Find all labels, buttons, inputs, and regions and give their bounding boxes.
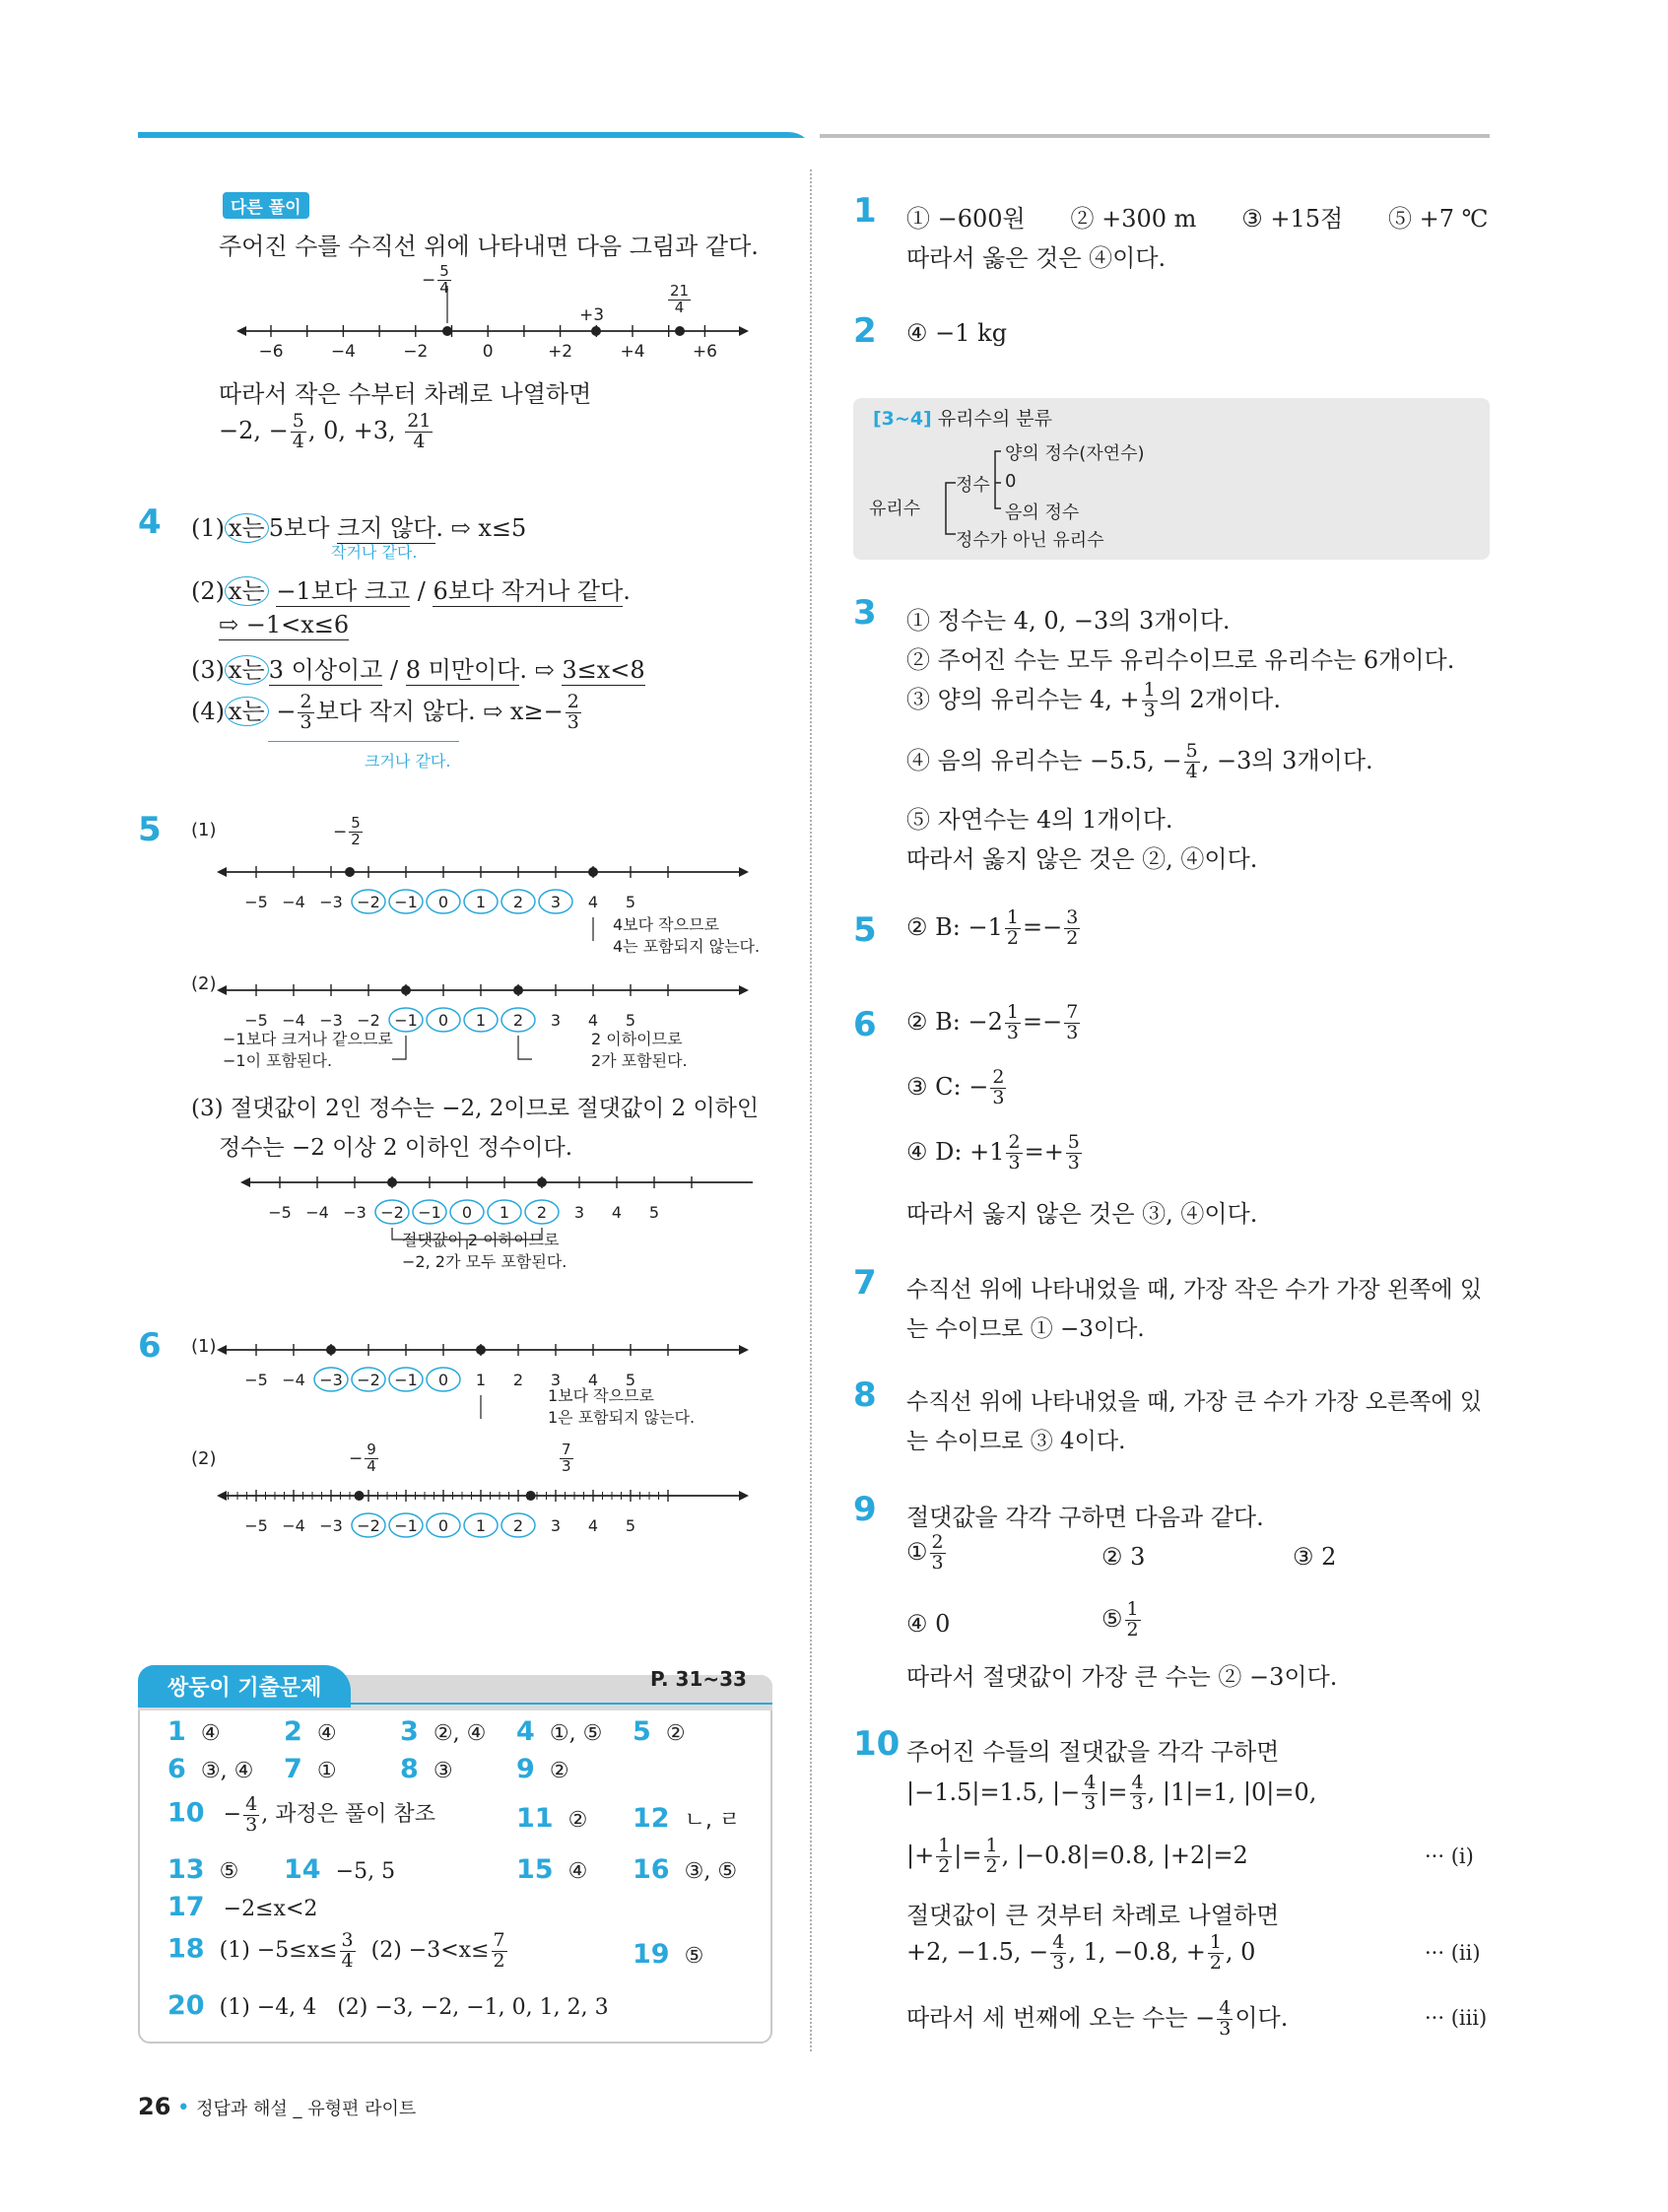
r3-line-5: ⑤ 자연수는 4의 1개이다.	[906, 806, 1173, 834]
nl-tick-label: 0	[437, 893, 449, 911]
answer-2: 2 ④	[284, 1716, 337, 1747]
answer-7: 7 ①	[284, 1754, 337, 1784]
answer-14: 14 −5, 5	[284, 1854, 396, 1885]
nl-point	[345, 867, 355, 877]
nl-tick-label: 3	[550, 1011, 562, 1030]
nl-tick-label: −1	[394, 893, 418, 911]
nl-point	[326, 1345, 336, 1355]
r6-line-2: ③ C: − $\frac{2}{3}$	[906, 1066, 1005, 1108]
nl-tick-label: 1	[475, 1371, 487, 1389]
nl-top-label-214: $\frac{21}{4}$	[670, 282, 690, 316]
r3-line-2: ② 주어진 수는 모두 유리수이므로 유리수는 6개이다.	[906, 646, 1455, 674]
nl-tick-label: 5	[648, 1203, 660, 1222]
nl-tick-label: 0	[461, 1203, 473, 1222]
nl-tick-label: −2	[357, 1516, 380, 1535]
nl-tick-label: 3	[550, 1516, 562, 1535]
r9-choice-2: ② 3	[1101, 1543, 1146, 1571]
r6-line-3: ④ D: +1 $\frac{2}{3}$ =+ $\frac{5}{3}$	[906, 1131, 1080, 1173]
nl-tick-label: −3	[319, 1516, 343, 1535]
answer-18: 18 (1) −5≤x≤ $\frac{3}{4}$ (2) −3<x≤ $\frac{7}{2}$	[167, 1929, 505, 1972]
alt-line-2: 따라서 작은 수부터 차례로 나열하면	[219, 380, 592, 408]
nl-point	[537, 1177, 547, 1187]
nl-tick-label: 2	[512, 1371, 524, 1389]
p6-sub-1: (1)	[191, 1336, 217, 1357]
answer-12: 12 ㄴ, ㄹ	[633, 1803, 741, 1834]
r9-choice-5: ⑤ $\frac{1}{2}$	[1101, 1598, 1139, 1641]
cls-pos: 양의 정수(자연수)	[1005, 443, 1145, 464]
r9-line-3: 따라서 절댓값이 가장 큰 수는 ② −3이다.	[906, 1663, 1338, 1691]
answer-3: 3 ②, ④	[400, 1716, 487, 1747]
p6-label-73: $\frac{7}{3}$	[562, 1441, 571, 1475]
r1-line-1: ① −600원 ② +300 m ③ +15점 ⑤ +7 ℃	[906, 205, 1489, 233]
p4-line-5: (4) x는 − $\frac{2}{3}$ 보다 작지 않다. ⇨ x≥− $\frac{2}{3}$	[191, 691, 579, 733]
nl-tick-label: −1	[394, 1371, 418, 1389]
p5-sub-2: (2)	[191, 973, 217, 994]
r1-line-2: 따라서 옳은 것은 ④이다.	[906, 244, 1167, 272]
nl-tick-label: −5	[244, 1011, 268, 1030]
answer-10: 10 − $\frac{4}{3}$ , 과정은 풀이 참조	[167, 1793, 435, 1836]
r3-line-1: ① 정수는 4, 0, −3의 3개이다.	[906, 607, 1231, 635]
p4-line-1: (1) x는 5보다 크지 않다. ⇨ x≤5	[191, 514, 527, 542]
nl-tick-label: −4	[282, 1011, 305, 1030]
p5-note-a: 4보다 작으므로 4는 포함되지 않는다.	[613, 915, 761, 956]
nl-tick-label: −4	[305, 1203, 329, 1222]
r9-choice-4: ④ 0	[906, 1610, 951, 1638]
r-problem-5-number: 5	[853, 910, 877, 950]
alt-line-1: 주어진 수를 수직선 위에 나타내면 다음 그림과 같다.	[219, 233, 759, 260]
twin-box-blue-line	[138, 1703, 772, 1705]
nl-top-label-p3: +3	[579, 305, 605, 325]
r-problem-3-number: 3	[853, 593, 877, 633]
nl-tick-label: 2	[512, 1011, 524, 1030]
r8-line-2: 는 수이므로 ③ 4이다.	[906, 1429, 1126, 1454]
nl-tick-label: −5	[244, 1371, 268, 1389]
p5-note-b: −1보다 크거나 같으므로 −1이 포함된다.	[223, 1030, 393, 1070]
r7-line-2: 는 수이므로 ① −3이다.	[906, 1316, 1145, 1342]
nl-tick-label: 0	[437, 1516, 449, 1535]
cls-nonint: 정수가 아닌 유리수	[956, 530, 1104, 551]
r9-line-1: 절댓값을 각각 구하면 다음과 같다.	[906, 1504, 1264, 1531]
nl-tick-label: 4	[611, 1203, 623, 1222]
answer-16: 16 ③, ⑤	[633, 1854, 738, 1885]
r10-marker-1: ··· (ⅰ)	[1425, 1844, 1474, 1868]
r6-line-1: ② B: −2 $\frac{1}{3}$ =− $\frac{7}{3}$	[906, 1001, 1079, 1043]
p6-note-a: 1보다 작으므로 1은 포함되지 않는다.	[548, 1386, 696, 1427]
nl-tick-label: −2	[403, 342, 429, 362]
nl-tick-label: −2	[380, 1203, 404, 1222]
r2-line-1: ④ −1 kg	[906, 319, 1008, 347]
nl-tick-label: 2	[536, 1203, 548, 1222]
alt-solution-badge: 다른 풀이	[223, 192, 309, 219]
nl-tick-label: −5	[244, 893, 268, 911]
r10-line-6: 따라서 세 번째에 오는 수는 − $\frac{4}{3}$ 이다.	[906, 1997, 1289, 2040]
answer-15: 15 ④	[516, 1854, 588, 1885]
nl-tick-label: 2	[512, 1516, 524, 1535]
r10-line-3: |+ $\frac{1}{2}$ |= $\frac{1}{2}$ , |−0.8|=0.8, |+2|=2	[906, 1835, 1248, 1877]
r-problem-7-number: 7	[853, 1263, 877, 1303]
nl-tick-label: 3	[550, 893, 562, 911]
r5-line-1: ② B: −1 $\frac{1}{2}$ =− $\frac{3}{2}$	[906, 906, 1079, 949]
header-bar	[0, 0, 1668, 138]
p6-label-m94: − $\frac{9}{4}$	[349, 1441, 376, 1475]
p4-line-4: (3) x는 3 이상이고 / 8 미만이다. ⇨ 3≤x<8	[191, 656, 645, 684]
nl-tick-label: −5	[244, 1516, 268, 1535]
r6-line-4: 따라서 옳지 않은 것은 ③, ④이다.	[906, 1200, 1258, 1228]
r3-line-3: ③ 양의 유리수는 4, + $\frac{1}{3}$ 의 2개이다.	[906, 679, 1281, 721]
nl-tick-label: +4	[620, 342, 645, 362]
answer-8: 8 ③	[400, 1754, 453, 1784]
nl-tick-label: 3	[573, 1203, 585, 1222]
p4-note-1: 작거나 같다.	[331, 543, 418, 562]
nl-tick-label: 4	[587, 1516, 599, 1535]
nl-tick-label: −1	[418, 1203, 441, 1222]
nl-tick-label: 5	[625, 1011, 636, 1030]
r-problem-1-number: 1	[853, 191, 877, 231]
nl-tick-label: 2	[512, 893, 524, 911]
r9-choice-1: ① $\frac{2}{3}$	[906, 1531, 944, 1574]
p5-label-m52: − $\frac{5}{2}$	[333, 814, 361, 848]
nl-top-label-m54: − $\frac{5}{4}$	[422, 262, 449, 297]
cls-root: 유리수	[869, 499, 921, 519]
nl-tick-label: −4	[282, 1516, 305, 1535]
r8-line-1: 수직선 위에 나타내었을 때, 가장 큰 수가 가장 오른쪽에 있	[906, 1389, 1483, 1415]
r3-line-6: 따라서 옳지 않은 것은 ②, ④이다.	[906, 845, 1258, 873]
nl-tick-label: −4	[330, 342, 356, 362]
nl-tick-label: −3	[319, 893, 343, 911]
footer: 26 • 정답과 해설 _ 유형편 라이트	[138, 2093, 417, 2120]
r-problem-10-number: 10	[853, 1724, 901, 1764]
nl-point	[476, 1345, 486, 1355]
answer-4: 4 ①, ⑤	[516, 1716, 603, 1747]
r9-choice-3: ③ 2	[1293, 1543, 1337, 1571]
r10-line-2: |−1.5|=1.5, |− $\frac{4}{3}$ |= $\frac{4}{3}$ , |1|=1, |0|=0,	[906, 1772, 1317, 1814]
p4-line-2: (2) x는 −1보다 크고 / 6보다 작거나 같다.	[191, 577, 631, 605]
alt-sequence: −2, − $\frac{5}{4}$ , 0, +3, $\frac{21}{4}$	[219, 410, 432, 452]
nl-tick-label: 4	[587, 1371, 599, 1389]
nl-tick-label: −6	[258, 342, 284, 362]
twin-box-pages: P. 31~33	[650, 1667, 747, 1691]
p4-note-2: 크거나 같다.	[365, 752, 451, 771]
nl-tick-label: 0	[482, 342, 494, 362]
nl-tick-label: −3	[319, 1371, 343, 1389]
answer-6: 6 ③, ④	[167, 1754, 254, 1784]
answer-9: 9 ②	[516, 1754, 569, 1784]
answer-11: 11 ②	[516, 1803, 588, 1834]
cls-zero: 0	[1005, 471, 1017, 492]
r7-line-1: 수직선 위에 나타내었을 때, 가장 작은 수가 가장 왼쪽에 있	[906, 1277, 1483, 1303]
nl-tick-label: 5	[625, 1516, 636, 1535]
p5-sub-1: (1)	[191, 820, 217, 840]
nl-tick-label: −3	[319, 1011, 343, 1030]
problem-4-number: 4	[138, 503, 162, 542]
twin-box-title: 쌍둥이 기출문제	[138, 1665, 351, 1708]
nl-tick-label: −3	[343, 1203, 367, 1222]
nl-tick-label: −2	[357, 893, 380, 911]
column-divider	[810, 169, 812, 2051]
nl-point	[401, 985, 411, 995]
nl-tick-label: 0	[437, 1371, 449, 1389]
problem-6-number: 6	[138, 1326, 162, 1366]
nl-point	[588, 867, 598, 877]
nl-tick-label: 1	[475, 1011, 487, 1030]
nl-tick-label: +2	[548, 342, 573, 362]
nl-tick-label: 4	[587, 1011, 599, 1030]
p5-note-c: 2 이하이므로 2가 포함된다.	[591, 1030, 688, 1070]
number-line-6-2	[217, 1466, 749, 1584]
r10-marker-3: ··· (ⅲ)	[1425, 2006, 1488, 2030]
nl-point	[513, 985, 523, 995]
nl-tick-label: +6	[692, 342, 717, 362]
cls-int: 정수	[956, 475, 990, 496]
r-problem-8-number: 8	[853, 1375, 877, 1415]
p5-note-d: 절댓값이 2 이하이므로 −2, 2가 모두 포함된다.	[402, 1231, 567, 1271]
nl-tick-label: 3	[550, 1371, 562, 1389]
answer-17: 17 −2≤x<2	[167, 1892, 318, 1922]
r10-line-4: 절댓값이 큰 것부터 차례로 나열하면	[906, 1902, 1280, 1929]
nl-tick-label: −1	[394, 1011, 418, 1030]
nl-tick-label: −5	[268, 1203, 292, 1222]
classification-title: [3~4] 유리수의 분류	[873, 408, 1052, 430]
r10-line-1: 주어진 수들의 절댓값을 각각 구하면	[906, 1738, 1280, 1766]
p5-3-line-1: (3) 절댓값이 2인 정수는 −2, 2이므로 절댓값이 2 이하인	[191, 1096, 760, 1121]
nl-tick-label: −1	[394, 1516, 418, 1535]
nl-tick-label: 5	[625, 893, 636, 911]
answer-20: 20 (1) −4, 4 (2) −3, −2, −1, 0, 1, 2, 3	[167, 1990, 609, 2021]
nl-tick-label: 0	[437, 1011, 449, 1030]
p6-sub-2: (2)	[191, 1448, 217, 1469]
nl-tick-label: −4	[282, 893, 305, 911]
page-number: 26	[138, 2093, 171, 2120]
classification-tree	[853, 398, 1490, 560]
cls-neg: 음의 정수	[1005, 503, 1080, 523]
problem-5-number: 5	[138, 810, 162, 849]
nl-tick-label: −4	[282, 1371, 305, 1389]
nl-point	[387, 1177, 397, 1187]
answer-19: 19 ⑤	[633, 1939, 704, 1970]
nl-tick-label: −2	[357, 1371, 380, 1389]
r10-line-5: +2, −1.5, − $\frac{4}{3}$ , 1, −0.8, + $\frac{1}{2}$ , 0	[906, 1931, 1256, 1974]
p4-line-3: ⇨ −1<x≤6	[219, 611, 350, 638]
r-problem-9-number: 9	[853, 1490, 877, 1529]
nl-tick-label: 1	[475, 893, 487, 911]
answer-1: 1 ④	[167, 1716, 221, 1747]
nl-tick-label: 4	[587, 893, 599, 911]
r-problem-2-number: 2	[853, 311, 877, 351]
nl-point	[526, 1491, 536, 1501]
r3-line-4: ④ 음의 유리수는 −5.5, − $\frac{5}{4}$ , −3의 3개이다.	[906, 740, 1373, 782]
nl-tick-label: 1	[499, 1203, 510, 1222]
answer-5: 5 ②	[633, 1716, 686, 1747]
p4-underline-5	[268, 741, 459, 742]
r-problem-6-number: 6	[853, 1005, 877, 1044]
nl-tick-label: −2	[357, 1011, 380, 1030]
answer-13: 13 ⑤	[167, 1854, 239, 1885]
r10-marker-2: ··· (ⅱ)	[1425, 1941, 1481, 1965]
nl-tick-label: 5	[625, 1371, 636, 1389]
nl-point	[355, 1491, 365, 1501]
nl-tick-label: 1	[475, 1516, 487, 1535]
p5-3-line-2: 정수는 −2 이상 2 이하인 정수이다.	[219, 1135, 573, 1161]
